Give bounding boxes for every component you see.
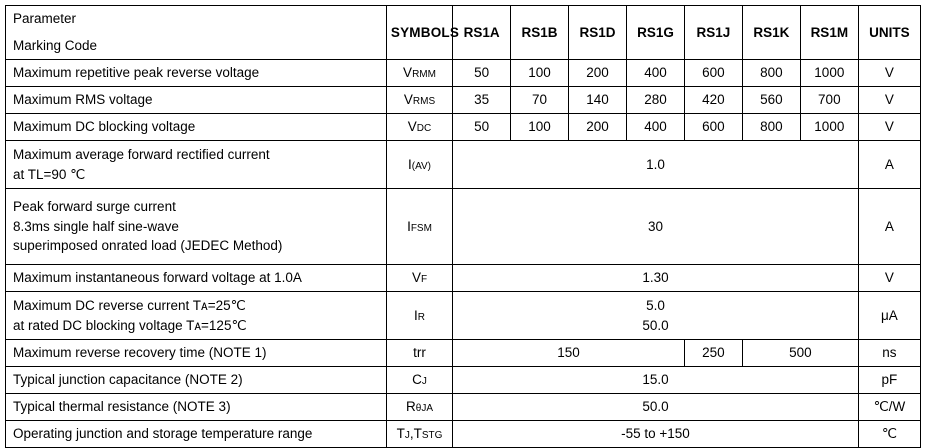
row-value-merged: -55 to +150	[453, 421, 859, 448]
row-value-line: 5.0	[646, 297, 665, 313]
row-units: ℃	[858, 421, 920, 448]
table-row	[6, 367, 921, 394]
row-symbol	[386, 292, 452, 340]
electrical-characteristics-table	[5, 5, 921, 448]
symbol-main: C	[412, 372, 422, 388]
row-units: V	[858, 265, 920, 292]
table-row	[6, 292, 921, 340]
symbol-sub: RMS	[412, 96, 436, 108]
symbol-main: R	[406, 399, 416, 415]
row-value: 200	[569, 114, 627, 141]
row-symbol	[386, 60, 452, 87]
row-parameter: Maximum repetitive peak reverse voltage	[6, 60, 387, 87]
row-units: V	[858, 87, 920, 114]
row-value-merged: 30	[453, 189, 859, 265]
row-units: A	[858, 189, 920, 265]
row-units: V	[858, 60, 920, 87]
row-parameter	[6, 141, 387, 189]
row-parameter-line: 8.3ms single half sine-wave	[13, 218, 179, 234]
row-value: 1000	[800, 114, 858, 141]
row-parameter-line: Peak forward surge current	[13, 199, 176, 215]
row-parameter-line: at TL=90 ℃	[13, 166, 86, 182]
datasheet-spec-page	[0, 5, 925, 442]
row-value: 420	[684, 87, 742, 114]
row-value-merged	[453, 292, 859, 340]
header-code-rs1d: RS1D	[569, 6, 627, 60]
row-symbol	[386, 87, 452, 114]
header-parameter-label: Parameter	[6, 6, 387, 33]
row-value: 700	[800, 87, 858, 114]
row-value: 1000	[800, 60, 858, 87]
symbol-sub: J	[421, 376, 427, 388]
row-value-line: 50.0	[642, 317, 669, 333]
table-row	[6, 87, 921, 114]
table-row	[6, 114, 921, 141]
row-units: ns	[858, 340, 920, 367]
row-value: 70	[511, 87, 569, 114]
row-parameter: Maximum instantaneous forward voltage at 1.0A	[6, 265, 387, 292]
row-value-merged: 50.0	[453, 394, 859, 421]
row-value: 560	[742, 87, 800, 114]
row-symbol	[386, 367, 452, 394]
row-value-merged: 15.0	[453, 367, 859, 394]
row-symbol	[386, 265, 452, 292]
row-units: ℃/W	[858, 394, 920, 421]
symbol-sub-2: STG	[421, 430, 443, 442]
table-row	[6, 265, 921, 292]
row-value: 100	[511, 114, 569, 141]
header-code-rs1m: RS1M	[800, 6, 858, 60]
symbol-main-2: ,T	[409, 426, 422, 442]
header-symbols: SYMBOLS	[386, 6, 452, 60]
symbol-main: V	[411, 270, 421, 286]
header-units: UNITS	[858, 6, 920, 60]
row-value: 400	[626, 114, 684, 141]
header-code-rs1g: RS1G	[626, 6, 684, 60]
row-parameter: Typical junction capacitance (NOTE 2)	[6, 367, 387, 394]
symbol-main: T	[396, 426, 405, 442]
row-parameter	[6, 292, 387, 340]
row-value: 800	[742, 114, 800, 141]
row-symbol	[386, 340, 452, 367]
header-code-rs1a: RS1A	[453, 6, 511, 60]
table-row	[6, 340, 921, 367]
symbol-main: V	[407, 119, 417, 135]
row-parameter-line: Maximum average forward rectified current	[13, 146, 270, 162]
row-parameter: Maximum RMS voltage	[6, 87, 387, 114]
row-value-merged: 1.30	[453, 265, 859, 292]
row-symbol	[386, 189, 452, 265]
row-parameter: Maximum DC blocking voltage	[6, 114, 387, 141]
table-header-row-1	[6, 6, 921, 33]
row-value-group: 150	[453, 340, 685, 367]
row-parameter: Typical thermal resistance (NOTE 3)	[6, 394, 387, 421]
table-row	[6, 141, 921, 189]
header-marking-code-label: Marking Code	[6, 33, 387, 60]
symbol-sub: R	[417, 311, 425, 323]
row-value: 400	[626, 60, 684, 87]
symbol-main: I	[414, 307, 418, 323]
row-value: 35	[453, 87, 511, 114]
row-parameter-line: at rated DC blocking voltage Tᴀ=125℃	[13, 317, 247, 333]
symbol-sub: J	[404, 430, 410, 442]
row-value: 280	[626, 87, 684, 114]
row-units: A	[858, 141, 920, 189]
symbol-main: t	[413, 345, 417, 361]
row-value: 600	[684, 60, 742, 87]
symbol-sub: FSM	[410, 222, 432, 234]
row-units: pF	[858, 367, 920, 394]
row-value: 140	[569, 87, 627, 114]
symbol-sub: rr	[416, 345, 426, 361]
table-row	[6, 394, 921, 421]
header-code-rs1k: RS1K	[742, 6, 800, 60]
symbol-sub: RMM	[412, 69, 436, 81]
row-units: μA	[858, 292, 920, 340]
symbol-main: I	[407, 156, 412, 172]
row-parameter-line: Maximum DC reverse current Tᴀ=25℃	[13, 297, 246, 313]
row-value: 100	[511, 60, 569, 87]
table-row	[6, 189, 921, 265]
row-value-group: 250	[684, 340, 742, 367]
symbol-sub: (AV)	[411, 160, 432, 172]
row-symbol	[386, 114, 452, 141]
symbol-sub: F	[420, 274, 428, 286]
row-value-merged: 1.0	[453, 141, 859, 189]
row-symbol	[386, 394, 452, 421]
header-code-rs1j: RS1J	[684, 6, 742, 60]
row-symbol	[386, 141, 452, 189]
row-symbol	[386, 421, 452, 448]
symbol-sub: θJA	[415, 403, 433, 415]
row-value: 800	[742, 60, 800, 87]
row-value: 50	[453, 114, 511, 141]
row-parameter-line: superimposed onrated load (JEDEC Method)	[13, 238, 283, 254]
header-code-rs1b: RS1B	[511, 6, 569, 60]
table-row	[6, 60, 921, 87]
row-parameter: Operating junction and storage temperature range	[6, 421, 387, 448]
row-value: 200	[569, 60, 627, 87]
symbol-main: V	[403, 92, 413, 108]
symbol-sub: DC	[416, 123, 432, 135]
row-value: 600	[684, 114, 742, 141]
symbol-main: V	[403, 65, 413, 81]
row-units: V	[858, 114, 920, 141]
row-value: 50	[453, 60, 511, 87]
row-parameter: Maximum reverse recovery time (NOTE 1)	[6, 340, 387, 367]
symbol-main: I	[407, 218, 411, 234]
row-parameter	[6, 189, 387, 265]
table-row	[6, 421, 921, 448]
row-value-group: 500	[742, 340, 858, 367]
